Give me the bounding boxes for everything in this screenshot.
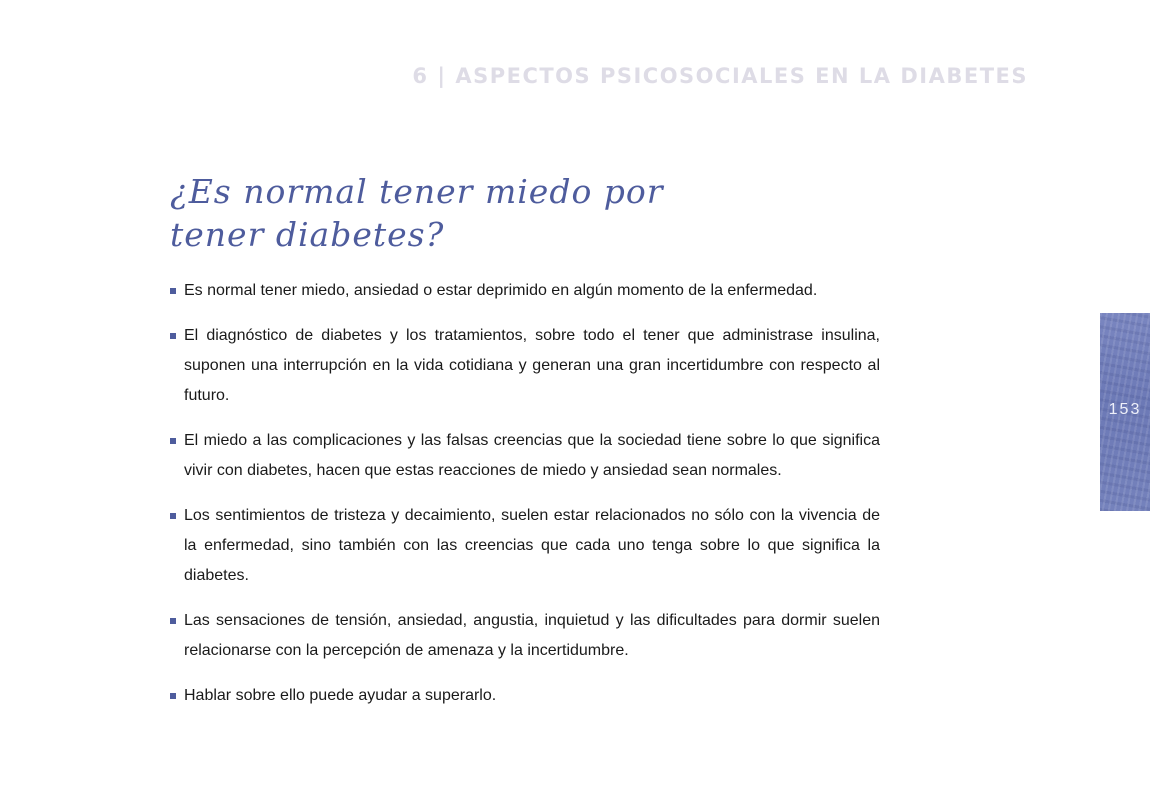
square-bullet-icon [170,618,176,624]
title-line-1: ¿Es normal tener miedo por [170,172,664,211]
square-bullet-icon [170,438,176,444]
page-tab [1100,313,1150,511]
page-number: 153 [1108,401,1142,418]
square-bullet-icon [170,513,176,519]
list-item-text: El miedo a las complicaciones y las falsas creencias que la sociedad tiene sobre lo que significa vivir con diabetes, hacen que estas reacciones de miedo y ansiedad sean normales. [184,432,880,479]
list-item-text: Los sentimientos de tristeza y decaimiento, suelen estar relacionados no sólo con la vivencia de la enfermedad, sino también con las creencias que cada uno tenga sobre lo que significa la diabetes. [184,507,880,584]
chapter-header: 6 | ASPECTOS PSICOSOCIALES EN LA DIABETES [412,64,1028,88]
page-title [170,170,770,256]
list-item [168,606,880,666]
list-item [168,501,880,591]
bullet-list [168,276,880,726]
list-item-text: Hablar sobre ello puede ayudar a superarlo. [184,687,497,704]
list-item-text: El diagnóstico de diabetes y los tratamientos, sobre todo el tener que administrase insulina, suponen una interrupción en la vida cotidiana y generan una gran incertidumbre con respecto al futuro. [184,327,880,404]
list-item [168,426,880,486]
list-item [168,681,880,711]
square-bullet-icon [170,288,176,294]
title-line-2: tener diabetes? [170,215,445,254]
list-item-text: Es normal tener miedo, ansiedad o estar deprimido en algún momento de la enfermedad. [184,282,818,299]
list-item [168,321,880,411]
square-bullet-icon [170,333,176,339]
list-item [168,276,880,306]
square-bullet-icon [170,693,176,699]
list-item-text: Las sensaciones de tensión, ansiedad, angustia, inquietud y las dificultades para dormir suelen relacionarse con la percepción de amenaza y la incertidumbre. [184,612,880,659]
